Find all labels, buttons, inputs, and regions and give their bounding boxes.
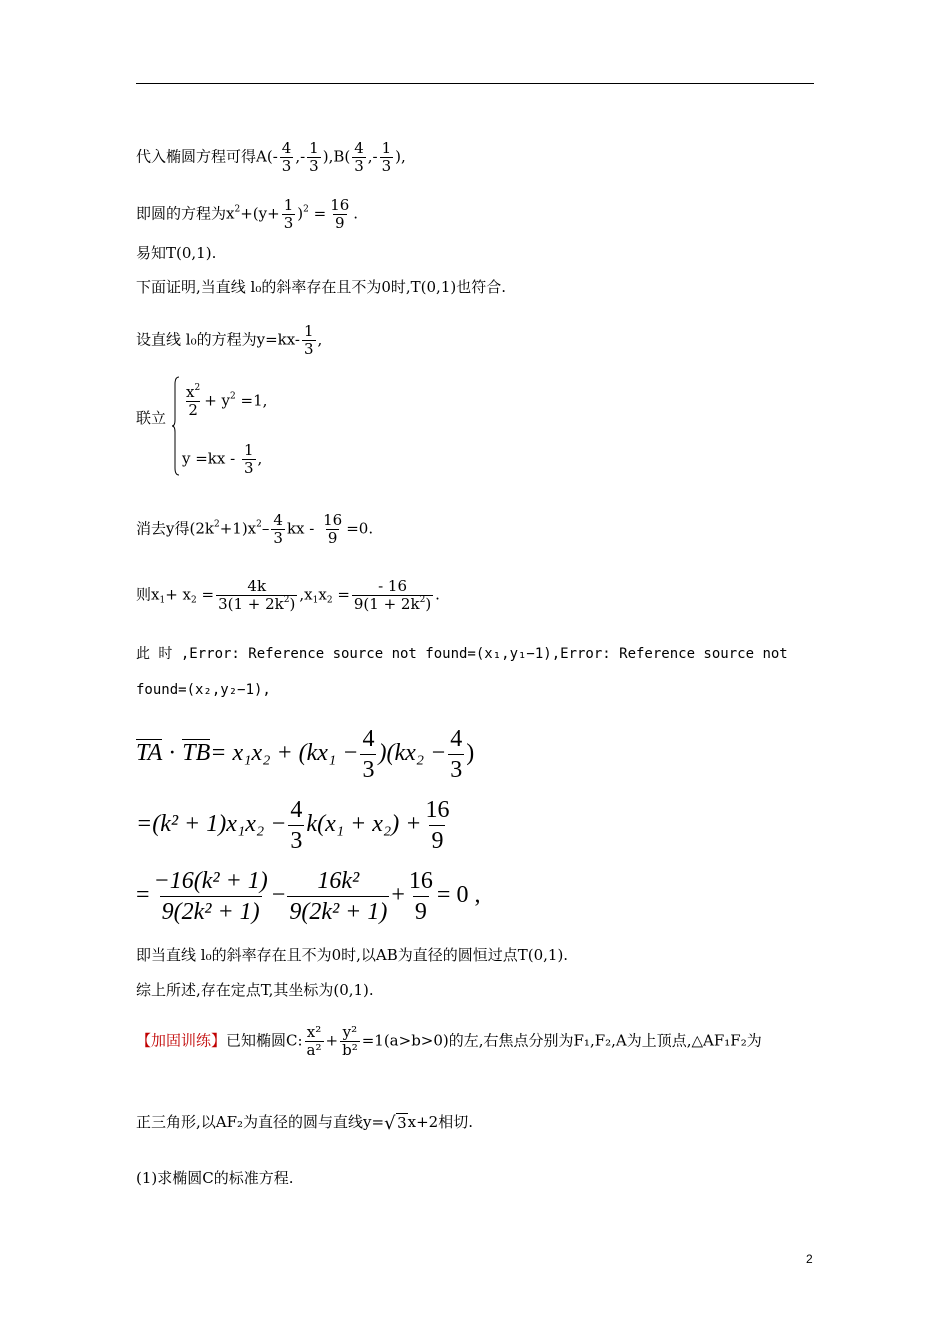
line-tangent: 正三角形,以AF₂为直径的圆与直线y= √ 3x+2相切. (136, 1113, 473, 1134)
line-vectors-2: found=(x₂,y₂−1), (136, 682, 271, 698)
fraction: $\frac{1}{3}$ (309, 139, 319, 175)
line-circle-equation: 即圆的方程为$x^2+(y+$ $\frac{1}{3}$ )$^2$ = $\frac{16}{9}$ . (136, 196, 359, 232)
line-conclusion-1: 即当直线 l₀的斜率存在且不为0时,以AB为直径的圆恒过点T(0,1). (136, 946, 569, 964)
system-eq-2: y =kx - $\frac{1}{3}$ , (182, 441, 263, 477)
line-exercise: 【加固训练】已知椭圆C: $\frac{\text{x²}}{\text{a²}}$ + $\frac{\text{y²}}{\text{b²}}$ =1(a>b>0)的左,右焦点分别为F₁,F₂,A为上顶点,△AF₁F₂为 (136, 1023, 762, 1059)
fraction: $\frac{1}{3}$ (381, 139, 392, 175)
equation-dot-product: TA · TB= x₁x₂ + (kx₁ − $\frac{4}{3}$ )(kx₂ − $\frac{4}{3}$ ) (136, 726, 475, 783)
line-known-t: 易知T(0,1). (136, 244, 217, 262)
line-conclusion-2: 综上所述,存在定点T,其坐标为(0,1). (136, 981, 374, 999)
line-eliminate-y: 消去y得$(2k^2+1)x^2-$ $\frac{4}{3}$ kx - $\frac{16}{9}$ =0. (136, 511, 374, 547)
equation-expand: =(k² + 1)x₁x₂ − $\frac{4}{3}$ k(x₁ + x₂) + $\frac{16}{9}$ (136, 797, 450, 854)
page-number: 2 (806, 1252, 813, 1266)
fraction: $\frac{4}{3}$ (354, 139, 364, 175)
line-vectors-1: 此 时 ,Error: Reference source not found=(x₁,y₁−1),Error: Reference source not (136, 646, 788, 662)
fraction: $\frac{4}{3}$ (281, 139, 292, 175)
header-rule (136, 83, 814, 84)
line-vieta: 则$x_1+ x_2$ = $\frac{4k}{3(1 + 2k^2)}$ $,x_1x_2$ = $\frac{- 16}{9(1 + 2k^2)}$ . (136, 577, 440, 613)
exercise-tag: 【加固训练】 (136, 1031, 227, 1050)
fraction: $\frac{1}{3}$ (304, 322, 314, 358)
system-eq-1: $\frac{x^2}{2}$ + $y^2 =1$, (186, 383, 268, 419)
equation-result: = $\frac{\text{−16(k² + 1)}}{\text{9(2k² + 1)}}$ − $\frac{\text{16k²}}{\text{9(2k² + 1)}}$ + $\frac{16}{9}$ = 0 , (136, 868, 481, 925)
line-set-line: 设直线 l₀的方程为y=kx- $\frac{1}{3}$ , (136, 322, 323, 358)
line-substitute: 代入椭圆方程可得A(- $\frac{4}{3}$ ,- $\frac{1}{3}$ ),B( $\frac{4}{3}$ ,- $\frac{1}{3}$ ), (136, 139, 406, 175)
line-proof-intro: 下面证明,当直线 l₀的斜率存在且不为0时,T(0,1)也符合. (136, 278, 506, 296)
line-question-1: (1)求椭圆C的标准方程. (136, 1169, 294, 1187)
fraction: $\frac{16}{9}$ (330, 196, 350, 232)
fraction: $\frac{1}{3}$ (283, 196, 294, 232)
brace-icon (172, 376, 180, 476)
sqrt: √ 3 (384, 1113, 407, 1134)
